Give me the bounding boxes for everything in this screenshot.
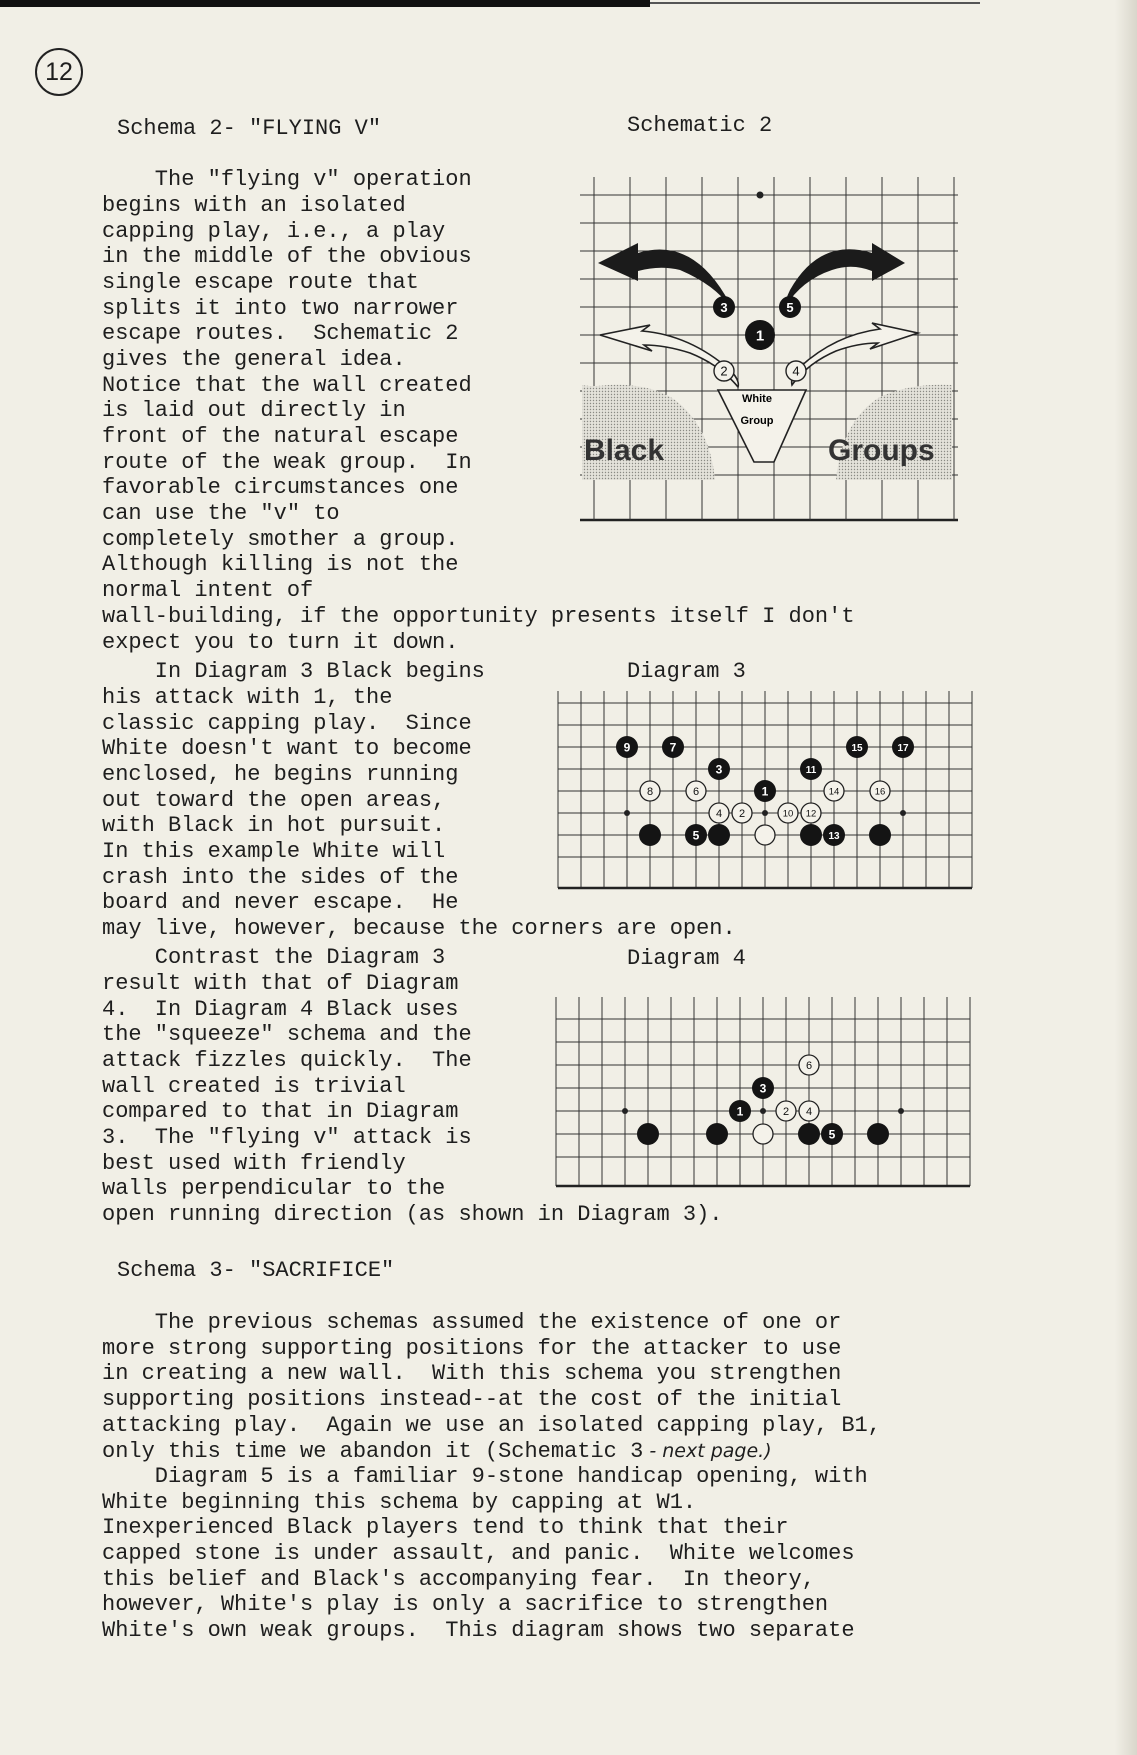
- diagram3-stone: [709, 803, 729, 823]
- diagram4-stone: [752, 1077, 774, 1099]
- para1-line: splits it into two narrower: [102, 296, 459, 321]
- para2-line: with Black in hot pursuit.: [102, 813, 446, 838]
- para4-line: The previous schemas assumed the existence of one or: [102, 1310, 842, 1335]
- diagram3-stone: [824, 781, 844, 801]
- diagram4-stone: [798, 1123, 820, 1145]
- white-group-label-2: Group: [740, 415, 774, 427]
- para1-line: route of the weak group. In: [102, 450, 472, 475]
- para1-line: The "flying v" operation: [102, 167, 472, 192]
- diagram3-stone: [708, 758, 730, 780]
- para4-line: more strong supporting positions for the attacker to use: [102, 1336, 842, 1361]
- top-edge-line: [650, 2, 980, 4]
- svg-text:11: 11: [805, 765, 817, 776]
- svg-text:6: 6: [692, 786, 700, 798]
- diagram3-stone: [639, 824, 661, 846]
- para2-line: out toward the open areas,: [102, 788, 446, 813]
- black-label: Black: [584, 434, 665, 467]
- para2-line: In this example White will: [102, 839, 446, 864]
- white-group-label-1: White: [742, 393, 772, 405]
- svg-text:5: 5: [828, 1127, 836, 1142]
- groups-label: Groups: [828, 434, 935, 467]
- para3-line: attack fizzles quickly. The: [102, 1048, 472, 1073]
- para5-line: White's own weak groups. This diagram shows two separate: [102, 1618, 855, 1643]
- para2-line: classic capping play. Since: [102, 711, 472, 736]
- schematic-stone: [745, 320, 775, 350]
- para1-line: single escape route that: [102, 270, 419, 295]
- para4-line: supporting positions instead--at the cost of the initial: [102, 1387, 842, 1412]
- schema3-title: Schema 3- "SACRIFICE": [117, 1258, 395, 1283]
- para3-line: 3. The "flying v" attack is: [102, 1125, 472, 1150]
- para5-line: Diagram 5 is a familiar 9-stone handicap opening, with: [102, 1464, 868, 1489]
- svg-text:9: 9: [623, 740, 631, 755]
- diagram3-stone: [800, 758, 822, 780]
- schematic-stone: [786, 361, 806, 381]
- para1-line: Although killing is not the: [102, 552, 459, 577]
- schematic-stone: [779, 296, 801, 318]
- diagram4-stone: [821, 1123, 843, 1145]
- diagram3-stone: [708, 824, 730, 846]
- diagram3-caption: Diagram 3: [627, 659, 746, 684]
- diagram4-stone: [637, 1123, 659, 1145]
- diagram4-stone: [799, 1101, 819, 1121]
- svg-text:3: 3: [715, 762, 723, 777]
- svg-text:10: 10: [782, 808, 794, 820]
- diagram3-stone: [686, 781, 706, 801]
- diagram4-stone: [706, 1123, 728, 1145]
- diagram3-stone: [755, 825, 775, 845]
- para1-line: begins with an isolated: [102, 193, 406, 218]
- svg-text:4: 4: [805, 1106, 813, 1118]
- schematic-stone: [713, 296, 735, 318]
- diagram4-stone: [776, 1101, 796, 1121]
- svg-text:1: 1: [761, 784, 769, 799]
- para5-line: Inexperienced Black players tend to think that their: [102, 1515, 789, 1540]
- svg-text:5: 5: [786, 300, 794, 315]
- svg-text:1: 1: [736, 1104, 744, 1119]
- right-white-arrow: [792, 323, 918, 385]
- para4-line: attacking play. Again we use an isolated capping play, B1,: [102, 1413, 881, 1438]
- svg-text:3: 3: [720, 300, 728, 315]
- svg-text:4: 4: [792, 363, 800, 379]
- schema2-title: Schema 2- "FLYING V": [117, 116, 382, 141]
- para1-line: completely smother a group.: [102, 527, 459, 552]
- para1-line: favorable circumstances one: [102, 475, 459, 500]
- svg-text:17: 17: [897, 743, 909, 754]
- diagram3-stone: [732, 803, 752, 823]
- diagram3-stone: [846, 736, 868, 758]
- para4-line: in creating a new wall. With this schema you strengthen: [102, 1361, 842, 1386]
- para3-line: the "squeeze" schema and the: [102, 1022, 472, 1047]
- para1-line: is laid out directly in: [102, 398, 406, 423]
- para3-line: compared to that in Diagram: [102, 1099, 459, 1124]
- svg-text:1: 1: [755, 327, 765, 345]
- para5-line: however, White's play is only a sacrifice to strengthen: [102, 1592, 829, 1617]
- diagram4-stone: [867, 1123, 889, 1145]
- para1-line: normal intent of: [102, 578, 314, 603]
- diagram4-board: [552, 995, 974, 1189]
- para1-line: wall-building, if the opportunity presents itself I don't: [102, 604, 855, 629]
- para2-line: may live, however, because the corners are open.: [102, 916, 736, 941]
- diagram4-stone: [729, 1100, 751, 1122]
- para1-line: Notice that the wall created: [102, 373, 472, 398]
- diagram3-stone: [685, 824, 707, 846]
- para2-line: crash into the sides of the: [102, 865, 459, 890]
- para2-line: White doesn't want to become: [102, 736, 472, 761]
- svg-text:13: 13: [828, 831, 840, 842]
- para2-line: his attack with 1, the: [102, 685, 393, 710]
- para5-line: White beginning this schema by capping at W1.: [102, 1490, 697, 1515]
- diagram4-stone: [753, 1124, 773, 1144]
- svg-text:4: 4: [715, 808, 723, 820]
- diagram3-stone: [892, 736, 914, 758]
- right-black-arrow: [785, 243, 905, 307]
- para1-line: capping play, i.e., a play: [102, 219, 446, 244]
- diagram3-stone: [801, 803, 821, 823]
- diagram3-stone: [662, 736, 684, 758]
- svg-text:3: 3: [759, 1081, 767, 1096]
- para1-line: gives the general idea.: [102, 347, 406, 372]
- top-edge-bar: [0, 0, 650, 7]
- diagram3-stone: [754, 780, 776, 802]
- diagram3-stone: [616, 736, 638, 758]
- svg-text:7: 7: [669, 740, 677, 755]
- diagram3-stone: [778, 803, 798, 823]
- diagram4-caption: Diagram 4: [627, 946, 746, 971]
- schematic2-diagram: [580, 165, 960, 525]
- para1-line: escape routes. Schematic 2: [102, 321, 459, 346]
- diagram3-board: [555, 690, 975, 890]
- para2-line: enclosed, he begins running: [102, 762, 459, 787]
- para1-line: can use the "v" to: [102, 501, 340, 526]
- para2-line: In Diagram 3 Black begins: [102, 659, 485, 684]
- para3-line: result with that of Diagram: [102, 971, 459, 996]
- svg-text:2: 2: [782, 1106, 790, 1118]
- para1-line: front of the natural escape: [102, 424, 459, 449]
- para2-line: board and never escape. He: [102, 890, 459, 915]
- svg-text:2: 2: [738, 808, 746, 820]
- para3-line: 4. In Diagram 4 Black uses: [102, 997, 459, 1022]
- diagram3-stone: [640, 781, 660, 801]
- svg-text:2: 2: [720, 363, 728, 379]
- svg-text:16: 16: [874, 786, 886, 798]
- page-edge-shadow: [1115, 0, 1137, 1755]
- para3-line: open running direction (as shown in Diagram 3).: [102, 1202, 723, 1227]
- para3-line: wall created is trivial: [102, 1074, 406, 1099]
- para3-line: Contrast the Diagram 3: [102, 945, 446, 970]
- diagram3-stone: [870, 781, 890, 801]
- svg-text:8: 8: [646, 786, 654, 798]
- schematic2-caption: Schematic 2: [627, 113, 773, 138]
- schematic-stone: [714, 361, 734, 381]
- diagram3-stone: [869, 824, 891, 846]
- para4-line: only this time we abandon it (Schematic 3 - next page.): [102, 1439, 772, 1464]
- para3-line: best used with friendly: [102, 1151, 406, 1176]
- svg-text:6: 6: [805, 1060, 813, 1072]
- svg-text:12: 12: [805, 808, 817, 820]
- para5-line: capped stone is under assault, and panic. White welcomes: [102, 1541, 855, 1566]
- left-black-arrow: [598, 243, 730, 307]
- diagram3-stone: [823, 824, 845, 846]
- diagram4-stone: [799, 1055, 819, 1075]
- para3-line: walls perpendicular to the: [102, 1176, 446, 1201]
- svg-text:5: 5: [692, 828, 700, 843]
- para1-line: in the middle of the obvious: [102, 244, 472, 269]
- page-number: 12: [35, 48, 83, 96]
- svg-text:15: 15: [851, 743, 863, 754]
- diagram3-stone: [800, 824, 822, 846]
- para5-line: this belief and Black's accompanying fear. In theory,: [102, 1567, 815, 1592]
- svg-text:14: 14: [828, 786, 840, 798]
- para1-line: expect you to turn it down.: [102, 630, 459, 655]
- handwritten-note: - next page.): [643, 1440, 772, 1462]
